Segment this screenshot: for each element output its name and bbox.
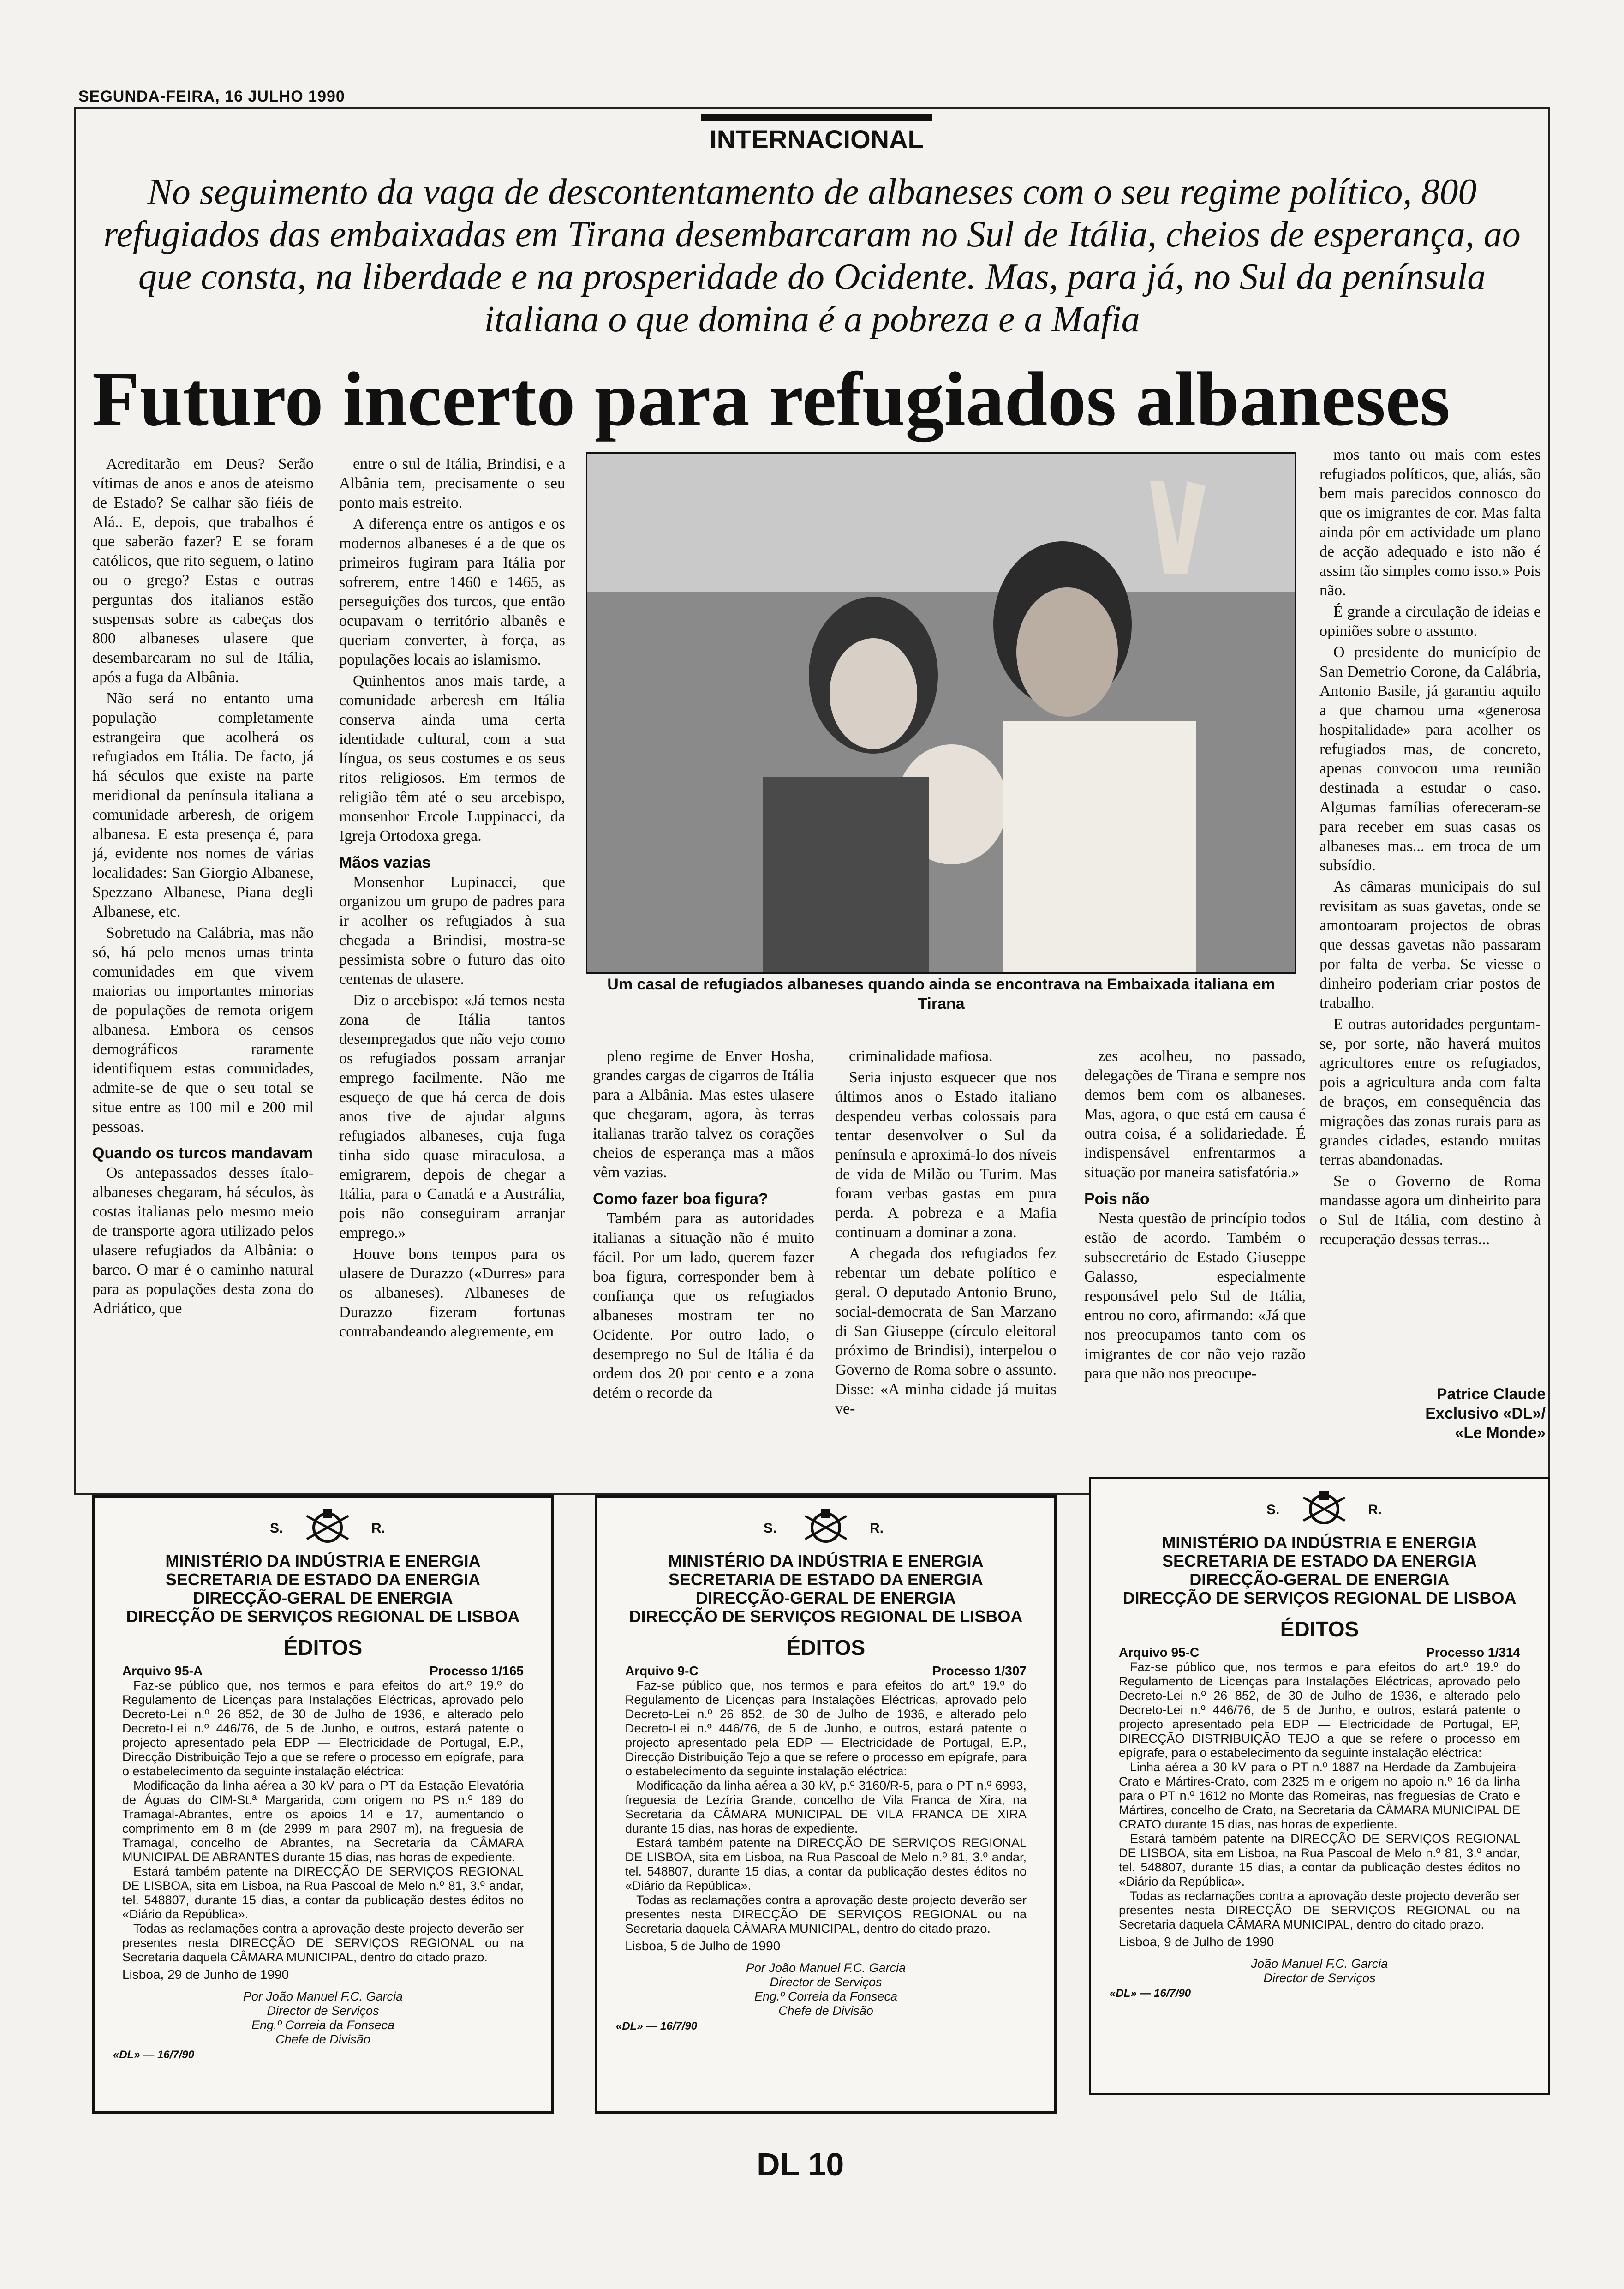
- notice-date: Lisboa, 9 de Julho de 1990: [1119, 1935, 1274, 1949]
- paragraph: Se o Governo de Roma mandasse agora um dinheirito para o Sul de Itália, com destino à recuperação dessas terras...: [1320, 1173, 1541, 1248]
- notice-meta: [1091, 1645, 1548, 1660]
- paragraph: A chegada dos refugiados fez rebentar um debate político e geral. O deputado Antonio Bruno, social-democrata de San Marzano di San Giuseppe (círculo eleitoral próximo de Brindisi), interpelou o Governo de Roma sobre o assunto. Disse: «A minha cidade já muitas ve-: [835, 1245, 1057, 1417]
- title-line: DIRECÇÃO DE SERVIÇOS REGIONAL DE LISBOA: [629, 1607, 1023, 1626]
- processo-number: Processo 1/165: [430, 1664, 524, 1678]
- title-line: DIRECÇÃO-GERAL DE ENERGIA: [1189, 1570, 1450, 1589]
- signer-line: Director de Serviços: [770, 1975, 882, 1989]
- notice-body: [597, 1678, 1054, 1936]
- notice-r-mark: R.: [870, 1521, 884, 1536]
- article-column-3: [593, 1047, 814, 1405]
- title-line: SECRETARIA DE ESTADO DA ENERGIA: [165, 1570, 481, 1589]
- title-line: DIRECÇÃO DE SERVIÇOS REGIONAL DE LISBOA: [1122, 1588, 1517, 1607]
- notice-heading: ÉDITOS: [786, 1636, 866, 1660]
- photo-illustration: [587, 454, 1295, 972]
- arquivo-number: Arquivo 95-A: [122, 1664, 203, 1678]
- notice-signer: [1091, 1957, 1548, 1985]
- notice-heading: ÉDITOS: [1280, 1617, 1359, 1641]
- notice-date: Lisboa, 29 de Junho de 1990: [122, 1967, 289, 1982]
- paragraph: E outras autoridades perguntam-se, por sorte, não haverá muitos agricultores entre os refugiados, pois a agricultura anda com falta de braços, em consequência das migrações das zonas rurais para as grandes cidades, estando muitas terras abandonadas.: [1320, 1016, 1541, 1168]
- subheading: Pois não: [1084, 1190, 1150, 1208]
- title-line: DIRECÇÃO-GERAL DE ENERGIA: [193, 1588, 453, 1607]
- paragraph: É grande a circulação de ideias e opiniões sobre o assunto.: [1320, 603, 1541, 640]
- paragraph: Todas as reclamações contra a aprovação deste projecto deverão ser presentes nesta DIRECÇÃO DE SERVIÇOS REGIONAL ou na Secretaria daquela CÂMARA MUNICIPAL, dentro do citado prazo.: [1119, 1889, 1520, 1931]
- notice-body: [95, 1678, 551, 1965]
- paragraph: As câmaras municipais do sul revisitam as suas gavetas, onde se amontoaram projectos de obras que dessas gavetas não passaram por falta de verba. Se viesse o dinheiro poderiam criar postos de trabalho.: [1320, 878, 1541, 1012]
- notice-title: [95, 1552, 551, 1626]
- paragraph: Estará também patente na DIRECÇÃO DE SERVIÇOS REGIONAL DE LISBOA, sita em Lisboa, na Rua Pascoal de Melo n.º 81, 3.º andar, tel. 548807, durante 15 dias, a contar da publicação destes éditos no «Diário da República».: [122, 1864, 524, 1921]
- official-notice-1: [92, 1495, 554, 2114]
- coat-of-arms-icon: [1299, 1488, 1349, 1530]
- title-line: SECRETARIA DE ESTADO DA ENERGIA: [668, 1570, 984, 1589]
- paragraph: Quinhentos anos mais tarde, a comunidade arberesh em Itália conserva ainda uma certa identidade cultural, com a sua língua, os seus costumes e os seus ritos religiosos. Em termos de religião têm até o seu arcebispo, monsenhor Ercole Luppinacci, da Igreja Ortodoxa grega.: [339, 672, 565, 845]
- paragraph: Acreditarão em Deus? Serão vítimas de anos e anos de ateismo de Estado? Se calhar são fiéis de Alá.. E, depois, que trabalhos é que saberão fazer? E se foram católicos, que rito seguem, o latino ou o grego? Estas e outras perguntas dos italianos estão suspensas sobre as cabeças dos 800 albaneses ulasere que desembarcaram no sul de Itália, após a fuga da Albânia.: [92, 455, 314, 686]
- paragraph: Modificação da linha aérea a 30 kV, p.º 3160/R-5, para o PT n.º 6993, freguesia de Lezíria Grande, concelho de Vila Franca de Xira, na Secretaria da CÂMARA MUNICIPAL DE VILA FRANCA DE XIRA durante 15 dias, nas horas de expediente.: [625, 1779, 1027, 1835]
- paragraph: Seria injusto esquecer que nos últimos anos o Estado italiano despendeu verbas colossais para tentar desenvolver o Sul da península e aproximá-lo dos níveis de vida de Milão ou Turim. Mas foram verbas gastas em pura perda. A pobreza e a Mafia continuam a dominar a zona.: [835, 1069, 1057, 1241]
- signer-line: Eng.º Correia da Fonseca: [251, 2018, 395, 2032]
- paragraph: entre o sul de Itália, Brindisi, e a Albânia tem, precisamente o seu ponto mais estreito.: [339, 455, 565, 511]
- article-signature: [1343, 1384, 1546, 1443]
- article-column-5: [1084, 1047, 1306, 1385]
- paragraph: Faz-se público que, nos termos e para efeitos do art.º 19.º do Regulamento de Licenças para Instalações Eléctricas, aprovado pelo Decreto-Lei n.º 26 852, de 30 de Julho de 1936, e alterado pelo Decreto-Lei n.º 446/76, de 5 de Junho, e outros, estará patente o projecto apresentado pela EDP — Electricidade de Portugal, E.P., Direcção Distribuição Tejo a que se refere o processo em epígrafe, para o estabelecimento da seguinte instalação eléctrica:: [625, 1678, 1027, 1778]
- paragraph: Todas as reclamações contra a aprovação deste projecto deverão ser presentes nesta DIRECÇÃO DE SERVIÇOS REGIONAL ou na Secretaria daquela CÂMARA MUNICIPAL, dentro do citado prazo.: [625, 1893, 1027, 1935]
- title-line: MINISTÉRIO DA INDÚSTRIA E ENERGIA: [1162, 1533, 1477, 1552]
- paragraph: Diz o arcebispo: «Já temos nesta zona de Itália tantos desempregados que não vejo como os refugiados possam arranjar emprego facilmente. Não me esqueço de que há cerca de dois anos tive de ajudar alguns refugiados albaneses, cuja fuga tinha sido quase miraculosa, a emigrarem, depois de chegar a Itália, para o Canadá e a Austrália, pois não conseguiram arranjar emprego.»: [339, 992, 565, 1241]
- title-line: DIRECÇÃO DE SERVIÇOS REGIONAL DE LISBOA: [126, 1607, 520, 1626]
- paragraph: Os antepassados desses ítalo-albaneses chegaram, há séculos, às costas italianas pelo mesmo meio de transporte agora utilizado pelos ulasere refugiados da Albânia: o barco. O mar é o caminho natural para as populações desta zona do Adriático, que: [92, 1164, 314, 1317]
- signer-line: Chefe de Divisão: [778, 2004, 873, 2018]
- source-line: Exclusivo «DL»/: [1425, 1405, 1546, 1422]
- signer-line: Director de Serviços: [267, 2004, 379, 2018]
- notice-heading: ÉDITOS: [283, 1636, 363, 1660]
- paragraph: Nesta questão de princípio todos estão de acordo. Também o subsecretário de Estado Giuseppe Galasso, especialmente responsável pelo Sul de Itália, entrou no coro, afirmando: «Já que nos preocupamos tanto com os imigrantes de cor não vejo razão para que não nos preocupe-: [1084, 1210, 1306, 1382]
- signer-line: Eng.º Correia da Fonseca: [754, 1989, 898, 2003]
- title-line: SECRETARIA DE ESTADO DA ENERGIA: [1162, 1552, 1477, 1570]
- paragraph: Também para as autoridades italianas a situação não é muito fácil. Por um lado, querem fazer boa figura, corresponder bem à confiança que os refugiados albaneses mostram ter no Ocidente. Por outro lado, o desemprego no Sul de Itália é da ordem dos 20 por cento e a zona detém o recorde da: [593, 1210, 814, 1402]
- article-column-6: [1320, 445, 1541, 1251]
- notice-footer: «DL» — 16/7/90: [1110, 1987, 1191, 2000]
- notice-date: Lisboa, 5 de Julho de 1990: [625, 1939, 781, 1953]
- paragraph: Não será no entanto uma população completamente estrangeira que acolherá os refugiados em Itália. De facto, já há séculos que existe na parte meridional da península italiana a comunidade arberesh, de origem albanesa. E esta presença é, para já, evidente nos nomes de várias localidades: San Giorgio Albanese, Spezzano Albanese, Piana degli Albanese, etc.: [92, 690, 314, 920]
- subheading: Mãos vazias: [339, 854, 431, 871]
- source-line: «Le Monde»: [1455, 1424, 1546, 1442]
- notice-s-mark: S.: [270, 1521, 283, 1536]
- official-notice-3: [1089, 1477, 1550, 2095]
- signer-line: Chefe de Divisão: [275, 2032, 370, 2046]
- title-line: MINISTÉRIO DA INDÚSTRIA E ENERGIA: [165, 1552, 481, 1570]
- paragraph: A diferença entre os antigos e os modernos albaneses é a de que os primeiros fugiram para Itália por sofrerem, entre 1460 e 1465, as perseguições dos turcos, que então ocupavam o território albanês e queriam converter, à força, as populações locais ao islamismo.: [339, 515, 565, 668]
- paragraph: Monsenhor Lupinacci, que organizou um grupo de padres para ir acolher os refugiados à sua chegada a Brindisi, mostra-se pessimista sobre o futuro das oito centenas de ulasere.: [339, 874, 565, 988]
- arquivo-number: Arquivo 9-C: [625, 1664, 699, 1678]
- paragraph: Sobretudo na Calábria, mas não só, há pelo menos umas trinta comunidades em que vivem maiorias ou importantes minorias de populações de remota origem albanesa. Embora os censos demográficos raramente identifiquem estas comunidades, admite-se de que o seu total se situe entre as 100 mil e 200 mil pessoas.: [92, 924, 314, 1135]
- paragraph: pleno regime de Enver Hosha, grandes cargas de cigarros de Itália para a Albânia. Mas estes ulasere que chegaram, agora, às terras italianas trarão talvez os corações cheios de esperança mas a mãos vêm vazias.: [593, 1048, 814, 1181]
- paragraph: Estará também patente na DIRECÇÃO DE SERVIÇOS REGIONAL DE LISBOA, sita em Lisboa, na Rua Pascoal de Melo n.º 81, 3.º andar, tel. 548807, durante 15 dias, a contar da publicação destes éditos no «Diário da República».: [1119, 1832, 1520, 1888]
- processo-number: Processo 1/314: [1426, 1645, 1520, 1660]
- processo-number: Processo 1/307: [932, 1664, 1027, 1678]
- article-column-1: [92, 455, 314, 1320]
- notice-signer: [95, 1989, 551, 2047]
- notice-s-mark: S.: [1266, 1502, 1280, 1517]
- photo-caption: Um casal de refugiados albaneses quando ainda se encontrava na Embaixada italiana em Tirana: [607, 976, 1275, 1013]
- notice-s-mark: S.: [764, 1521, 777, 1536]
- page-number: DL 10: [757, 2146, 844, 2182]
- article-column-2: [339, 455, 565, 1343]
- notice-r-mark: R.: [1368, 1502, 1382, 1517]
- paragraph: O presidente do município de San Demetrio Corone, da Calábria, Antonio Basile, já garantiu aquilo a que chamou uma «generosa hospitalidade» para acolher os refugiados mas, de concreto, apenas convocou uma reunião destinada a estudar o caso. Algumas famílias ofereceram-se para receber em suas casas os albaneses mas... em troca de um subsídio.: [1320, 644, 1541, 874]
- notice-r-mark: R.: [371, 1521, 385, 1536]
- article-column-4: [835, 1047, 1057, 1420]
- paragraph: Todas as reclamações contra a aprovação deste projecto deverão ser presentes nesta DIRECÇÃO DE SERVIÇOS REGIONAL ou na Secretaria daquela CÂMARA MUNICIPAL, dentro do citado prazo.: [122, 1922, 524, 1964]
- notice-signer: [597, 1961, 1054, 2018]
- notice-footer: «DL» — 16/7/90: [616, 2020, 698, 2032]
- title-line: DIRECÇÃO-GERAL DE ENERGIA: [696, 1588, 956, 1607]
- article-deck: No seguimento da vaga de descontentamento de albaneses com o seu regime político, 800 refugiados das embaixadas em Tirana desembarcaram no Sul de Itália, cheios de esperança, ao que consta, na liberdade e na prosperidade do Ocidente. Mas, para já, no Sul da península italiana o que domina é a pobreza e a Mafia: [103, 172, 1521, 340]
- signer-line: Por João Manuel F.C. Garcia: [746, 1961, 906, 1975]
- notice-title: [1091, 1534, 1548, 1607]
- notice-meta: [95, 1664, 551, 1678]
- title-line: MINISTÉRIO DA INDÚSTRIA E ENERGIA: [668, 1552, 984, 1570]
- paragraph: Faz-se público que, nos termos e para efeitos do art.º 19.º do Regulamento de Licenças para Instalações Eléctricas, aprovado pelo Decreto-Lei n.º 26 852, de 30 de Julho de 1936, e alterado pelo Decreto-Lei n.º 446/76, de 5 de Junho, e outros, estará patente o projecto apresentado pela EDP — Electricidade de Portugal, E.P., Direcção Distribuição Tejo a que se refere o processo em epígrafe, para o estabelecimento da seguinte instalação eléctrica:: [122, 1678, 524, 1778]
- article-headline: Futuro incerto para refugiados albaneses: [92, 356, 1451, 442]
- paragraph: zes acolheu, no passado, delegações de Tirana e sempre nos demos bem com os albaneses. Mas, agora, o que está em causa é outra coisa, é a solidariedade. É indispensável enfrentarmos a situação por maneira satisfatória.»: [1084, 1048, 1306, 1181]
- coat-of-arms-icon: [302, 1507, 353, 1548]
- paragraph: Faz-se público que, nos termos e para efeitos do art.º 19.º do Regulamento de Licenças para Instalações Eléctricas, aprovado pelo Decreto-Lei n.º 26 852, de 30 de Julho de 1936, e alterado pelo Decreto-Lei n.º 446/76, de 5 de Junho, e outros, estará patente o projecto apresentado pela EDP — Electricidade de Portugal, EP, DIRECÇÃO DISTRIBUIÇÃO TEJO a que se refere o processo em epígrafe, para o estabelecimento da seguinte instalação eléctrica:: [1119, 1660, 1520, 1760]
- notice-meta: [597, 1664, 1054, 1678]
- section-title: INTERNACIONAL: [701, 114, 932, 158]
- subheading: Quando os turcos mandavam: [92, 1144, 313, 1162]
- signer-line: Por João Manuel F.C. Garcia: [243, 1989, 403, 2003]
- paragraph: Houve bons tempos para os ulasere de Durazzo («Durres» para os albaneses). Albaneses de Durazzo fizeram fortunas contrabandeando alegremente, em: [339, 1246, 565, 1340]
- notice-title: [597, 1552, 1054, 1626]
- paragraph: Modificação da linha aérea a 30 kV para o PT da Estação Elevatória de Águas do CIM-St.ª Margarida, com origem no PS n.º 189 do Tramagal-Abrantes, entre os apoios 14 e 17, aumentando o comprimento em 8 m (de 2999 m para 2907 m), na freguesia de Tramagal, concelho de Abrantes, na Secretaria da CÂMARA MUNICIPAL DE ABRANTES durante 15 dias, nas horas de expediente.: [122, 1779, 524, 1864]
- arquivo-number: Arquivo 95-C: [1119, 1645, 1200, 1660]
- refugee-couple-photo: [586, 452, 1296, 974]
- signer-line: João Manuel F.C. Garcia: [1251, 1957, 1388, 1971]
- paragraph: criminalidade mafiosa.: [849, 1048, 993, 1065]
- coat-of-arms-icon: [800, 1507, 851, 1548]
- dateline: SEGUNDA-FEIRA, 16 JULHO 1990: [78, 88, 345, 105]
- signer-line: Director de Serviços: [1263, 1971, 1376, 1985]
- paragraph: mos tanto ou mais com estes refugiados políticos, que, aliás, são bem mais parecidos connosco do que os imigrantes de cor. Mas falta ainda pôr em actividade um plano de acção adequado e isto não é assim tão simples como isso.» Pois não.: [1320, 446, 1541, 599]
- notice-body: [1091, 1660, 1548, 1932]
- notice-footer: «DL» — 16/7/90: [113, 2049, 195, 2061]
- official-notice-2: [595, 1495, 1057, 2114]
- subheading: Como fazer boa figura?: [593, 1190, 768, 1208]
- paragraph: Linha aérea a 30 kV para o PT n.º 1887 na Herdade da Zambujeira-Crato e Mártires-Crato, com 2325 m e origem no apoio n.º 16 da linha para o PT n.º 1612 no Monte das Romeiras, nas freguesias de Crato e Mártires, concelho de Crato, na Secretaria da CÂMARA MUNICIPAL DE CRATO durante 15 dias, nas horas de expediente.: [1119, 1760, 1520, 1831]
- paragraph: Estará também patente na DIRECÇÃO DE SERVIÇOS REGIONAL DE LISBOA, sita em Lisboa, na Rua Pascoal de Melo n.º 81, 3.º andar, tel. 548807, durante 15 dias, a contar da publicação destes éditos no «Diário da República».: [625, 1836, 1027, 1893]
- author-name: Patrice Claude: [1436, 1385, 1546, 1403]
